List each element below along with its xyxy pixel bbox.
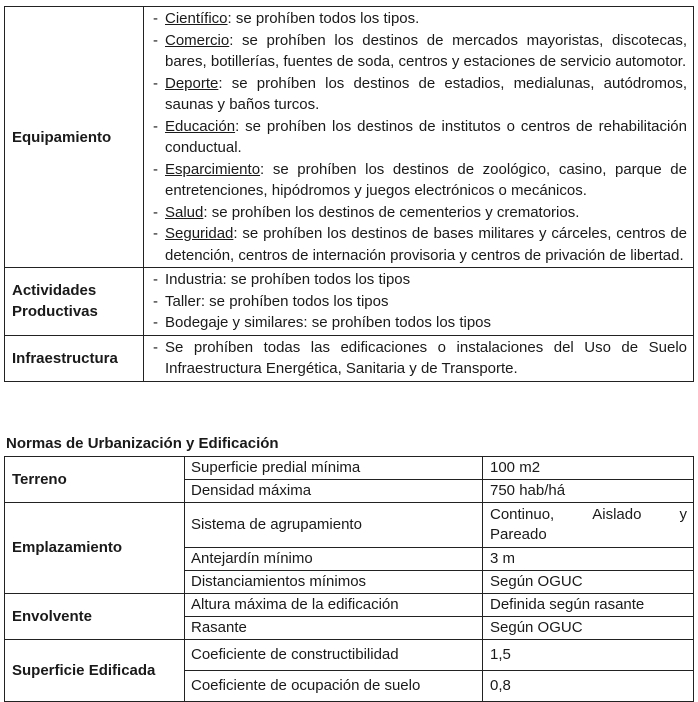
list-item: - Bodegaje y similares: se prohíben todos los tipos — [153, 314, 492, 331]
list-item: - Salud: se prohíben los destinos de cementerios y crematorios. — [153, 203, 580, 221]
value-cell: 1,5 — [483, 640, 694, 671]
param-cell: Distanciamientos mínimos — [185, 571, 483, 594]
value-cell: Continuo, Aislado y Pareado — [483, 503, 694, 548]
equipamiento-items — [144, 7, 694, 268]
group-envolvente: Envolvente — [5, 594, 185, 640]
param-cell: Altura máxima de la edificación — [185, 594, 483, 617]
actividades-items — [144, 268, 694, 336]
category-label: Comercio — [165, 31, 230, 49]
value-cell: Definida según rasante — [483, 594, 694, 617]
list-item: - Científico: se prohíben todos los tipos. — [153, 10, 420, 27]
value-cell: 750 hab/há — [483, 480, 694, 503]
infraestructura-items — [144, 335, 694, 381]
param-cell: Sistema de agrupamiento — [185, 503, 483, 548]
table-row — [5, 640, 694, 671]
list-item: - Industria: se prohíben todos los tipos — [153, 271, 411, 288]
list-item: - Seguridad: se prohíben los destinos de bases militares y cárceles, centros de detención, centros de internación provisoria y centros de privación de libertad. — [153, 225, 687, 264]
category-label: Deporte — [165, 74, 219, 92]
group-terreno: Terreno — [5, 457, 185, 503]
list-item: - Esparcimiento: se prohíben los destinos de zoológico, casino, parque de entretenciones, hipódromos y juegos electrónicos o mecánicos. — [153, 160, 687, 199]
list-item: - Taller: se prohíben todos los tipos — [153, 292, 389, 310]
category-label: Científico — [165, 10, 228, 27]
list-item: - Deporte: se prohíben los destinos de estadios, medialunas, autódromos, saunas y baños turcos. — [153, 74, 687, 113]
section-heading: Normas de Urbanización y Edificación — [6, 435, 279, 452]
value-cell: 3 m — [483, 548, 694, 571]
list-item: - Comercio: se prohíben los destinos de mercados mayoristas, discotecas, bares, botillerías, fuentes de soda, centros y estaciones de servicio automotor. — [153, 31, 687, 70]
value-cell: 0,8 — [483, 671, 694, 702]
actividades-productivas-row — [5, 268, 694, 336]
value-cell: Según OGUC — [483, 617, 694, 640]
category-label: Seguridad — [165, 225, 234, 242]
value-cell: Según OGUC — [483, 571, 694, 594]
param-cell: Antejardín mínimo — [185, 548, 483, 571]
row-label-equipamiento: Equipamiento — [5, 7, 144, 268]
group-emplazamiento: Emplazamiento — [5, 503, 185, 594]
param-cell: Rasante — [185, 617, 483, 640]
row-label-infraestructura: Infraestructura — [5, 335, 144, 381]
param-cell: Coeficiente de constructibilidad — [185, 640, 483, 671]
table-row — [5, 503, 694, 548]
category-label: Educación — [165, 117, 236, 135]
category-label: Salud — [165, 203, 204, 221]
equipamiento-row — [5, 7, 694, 268]
value-cell: 100 m2 — [483, 457, 694, 480]
table-row — [5, 457, 694, 480]
list-item: - Se prohíben todas las edificaciones o instalaciones del Uso de Suelo Infraestructura Energética, Sanitaria y de Transporte. — [153, 338, 687, 377]
table-row — [5, 594, 694, 617]
param-cell: Superficie predial mínima — [185, 457, 483, 480]
prohibited-uses-table — [4, 6, 694, 382]
param-cell: Coeficiente de ocupación de suelo — [185, 671, 483, 702]
row-label-actividades-productivas: Actividades Productivas — [5, 268, 144, 336]
param-cell: Densidad máxima — [185, 480, 483, 503]
group-superficie-edificada: Superficie Edificada — [5, 640, 185, 702]
norms-table — [4, 456, 694, 702]
infraestructura-row — [5, 335, 694, 381]
list-item: - Educación: se prohíben los destinos de institutos o centros de rehabilitación conductual. — [153, 117, 687, 156]
category-label: Esparcimiento — [165, 160, 261, 178]
